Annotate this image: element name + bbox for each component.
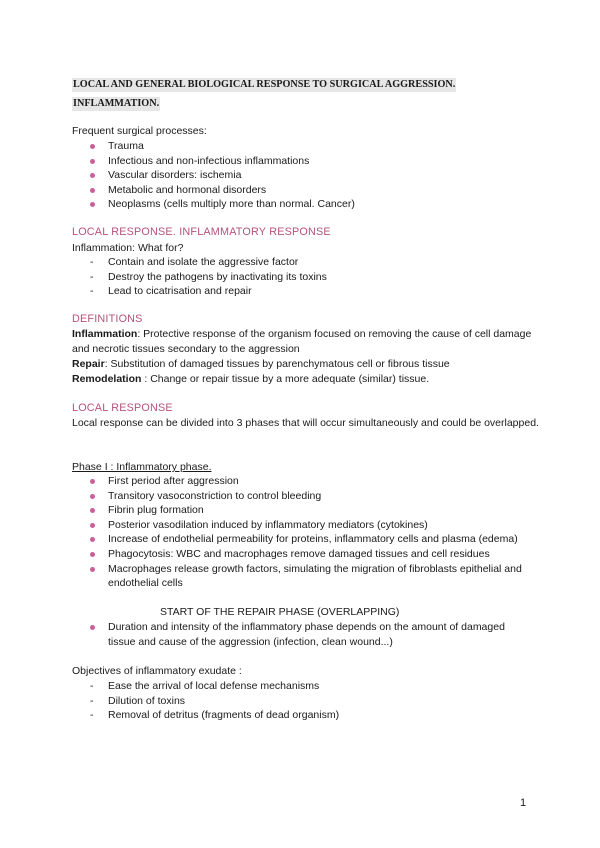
list-item: Metabolic and hormonal disorders <box>90 183 530 198</box>
list-item: - Lead to cicatrisation and repair <box>90 285 252 298</box>
bullet-icon <box>90 537 95 542</box>
definition-inflammation: Inflammation: Protective response of the organism focused on removing the cause of cell damage and necrotic tissues secondary to the aggression <box>72 328 532 355</box>
bullet-icon <box>90 144 95 149</box>
list-item: Transitory vasoconstriction to control bleeding <box>90 489 530 504</box>
definition-remodelation: Remodelation : Change or repair tissue by a more adequate (similar) tissue. <box>72 373 430 385</box>
list-item: Vascular disorders: ischemia <box>90 168 530 183</box>
list-item: - Dilution of toxins <box>90 694 186 707</box>
bullet-icon <box>90 567 95 572</box>
section-heading-inflammatory: LOCAL RESPONSE. INFLAMMATORY RESPONSE <box>72 226 331 238</box>
page-number: 1 <box>520 797 527 809</box>
bullet-icon <box>90 188 95 193</box>
list-item: Increase of endothelial permeability for proteins, inflammatory cells and plasma (edema) <box>90 532 530 547</box>
list-item: Neoplasms (cells multiply more than normal. Cancer) <box>90 197 530 212</box>
dash-icon: - <box>90 285 94 298</box>
phase-1-list-continued <box>90 620 530 649</box>
bullet-icon <box>90 523 95 528</box>
dash-icon: - <box>90 270 94 283</box>
section-heading-local-response: LOCAL RESPONSE <box>72 402 173 414</box>
local-response-text: Local response can be divided into 3 phases that will occur simultaneously and could be overlapped. <box>72 417 539 429</box>
dash-icon: - <box>90 694 94 707</box>
inflammation-intro: Inflammation: What for? <box>72 242 184 254</box>
list-item: Phagocytosis: WBC and macrophages remove damaged tissues and cell residues <box>90 547 530 562</box>
list-item: Posterior vasodilation induced by inflammatory mediators (cytokines) <box>90 518 530 533</box>
bullet-icon <box>90 202 95 207</box>
dash-icon: - <box>90 680 94 692</box>
list-item: - Contain and isolate the aggressive factor <box>90 256 299 268</box>
bullet-icon <box>90 552 95 557</box>
dash-icon: - <box>90 256 94 268</box>
bullet-icon <box>90 173 95 178</box>
processes-list <box>90 139 530 212</box>
repair-phase-note: START OF THE REPAIR PHASE (OVERLAPPING) <box>160 606 400 618</box>
bullet-icon <box>90 479 95 484</box>
list-item: - Ease the arrival of local defense mechanisms <box>90 680 320 692</box>
exudate-intro: Objectives of inflammatory exudate : <box>72 665 242 677</box>
list-item: Duration and intensity of the inflammatory phase depends on the amount of damaged tissue and cause of the aggression (infection, clean wound...) <box>90 620 530 649</box>
list-item: Trauma <box>90 139 530 154</box>
bullet-icon <box>90 159 95 164</box>
list-item: Fibrin plug formation <box>90 503 530 518</box>
bullet-icon <box>90 625 95 630</box>
list-item: - Removal of detritus (fragments of dead organism) <box>90 709 340 722</box>
list-item: Infectious and non-infectious inflammations <box>90 154 530 169</box>
document-title <box>72 75 552 113</box>
section-heading-definitions: DEFINITIONS <box>72 313 143 325</box>
inflammation-purpose-list <box>90 255 530 299</box>
bullet-icon <box>90 508 95 513</box>
phase-1-title: Phase I : Inflammatory phase. <box>72 461 212 473</box>
list-item: - Destroy the pathogens by inactivating its toxins <box>90 270 327 283</box>
title-line-1: LOCAL AND GENERAL BIOLOGICAL RESPONSE TO SURGICAL AGGRESSION. <box>73 79 456 90</box>
exudate-list <box>90 679 530 723</box>
dash-icon: - <box>90 709 94 722</box>
title-line-2: INFLAMMATION. <box>73 98 160 109</box>
definition-repair: Repair: Substitution of damaged tissues by parenchymatous cell or fibrous tissue <box>72 358 450 370</box>
bullet-icon <box>90 494 95 499</box>
list-item: Macrophages release growth factors, simulating the migration of fibroblasts epithelial and endothelial cells <box>90 562 530 591</box>
list-item: First period after aggression <box>90 474 530 489</box>
processes-intro: Frequent surgical processes: <box>72 125 207 137</box>
phase-1-list <box>90 474 530 591</box>
